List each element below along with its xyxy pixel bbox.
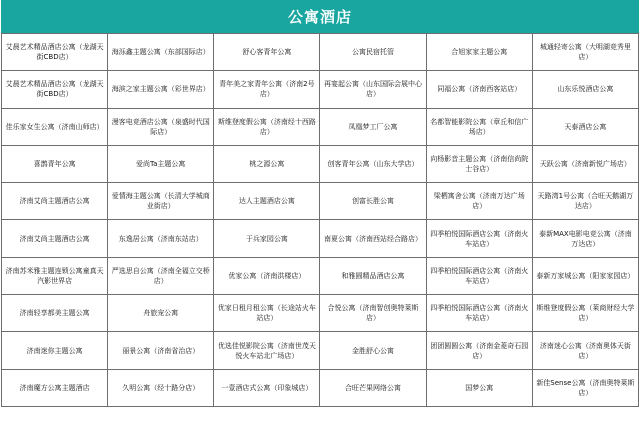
table-cell: 创富长胜公寓 [320, 183, 426, 220]
table-cell: 同福公寓（济南西客站店） [426, 71, 532, 108]
table-cell: 舒心客青年公寓 [214, 34, 320, 71]
table-cell: 喜鹊青年公寓 [2, 145, 108, 182]
table-row [2, 71, 639, 108]
table-cell: 于兵家园公寓 [214, 220, 320, 257]
table-cell: 济南艾尚主题酒店公寓 [2, 220, 108, 257]
table-cell: 金胜舒心公寓 [320, 332, 426, 369]
hotel-apartment-table-container [1, 0, 639, 443]
table-cell: 爱尚Ta主题公寓 [108, 145, 214, 182]
table-row [2, 220, 639, 257]
table-row [2, 183, 639, 220]
table-cell: 海泺鑫主题公寓（东部国际店） [108, 34, 214, 71]
table-cell: 天泰酒店公寓 [532, 108, 638, 145]
table-cell: 四季柏悦国际酒店公寓（济南火车站店） [426, 257, 532, 294]
table-cell: 山东乐悦酒店公寓 [532, 71, 638, 108]
table-cell: 久明公寓（经十路分店） [108, 369, 214, 406]
table-cell: 天路湾1号公寓（合旺天鹅湖万达店） [532, 183, 638, 220]
table-cell: 优家公寓（济南洪楼店） [214, 257, 320, 294]
table-cell: 梁栖寓舍公寓（济南万达广场店） [426, 183, 532, 220]
table-cell: 四季柏悦国际酒店公寓（济南火车站店） [426, 220, 532, 257]
table-cell: 桃之源公寓 [214, 145, 320, 182]
table-cell: 达人主题酒店公寓 [214, 183, 320, 220]
table-cell: 斯维登度假公寓（莱商财经大学店） [532, 295, 638, 332]
table-cell: 艾晨艺术精品酒店公寓（龙湖天街CBD店） [2, 34, 108, 71]
table-cell: 合旺芒果网络公寓 [320, 369, 426, 406]
table-cell: 青年美之家青年公寓（济南2号店） [214, 71, 320, 108]
table-cell: 济南魔方公寓主题酒店 [2, 369, 108, 406]
apartment-grid [1, 33, 639, 407]
table-title: 公寓酒店 [1, 0, 639, 33]
table-cell: 济南迷你主题公寓 [2, 332, 108, 369]
table-row [2, 332, 639, 369]
table-row [2, 295, 639, 332]
table-cell: 创客青年公寓（山东大学店） [320, 145, 426, 182]
table-cell: 合悦公寓（济南智创奥特莱斯店） [320, 295, 426, 332]
table-row [2, 108, 639, 145]
table-cell: 海滨之家主题公寓（彩世界店） [108, 71, 214, 108]
table-cell: 优家日租月租公寓（长途站火车站店） [214, 295, 320, 332]
table-cell: 南夏公寓（济南西站经合路店） [320, 220, 426, 257]
table-cell: 舟旅宠公寓 [108, 295, 214, 332]
table-cell: 严选思自公寓（济南全福立交桥店） [108, 257, 214, 294]
table-cell: 优选佳悦影院公寓（济南世茂天悦火车站北广场店） [214, 332, 320, 369]
table-cell: 天跃公寓（济南新悦广场店） [532, 145, 638, 182]
table-cell: 合旭家家主题公寓 [426, 34, 532, 71]
table-cell: 再宴起公寓（山东国际会展中心店） [320, 71, 426, 108]
table-cell: 佳乐家女生公寓（济南山师店） [2, 108, 108, 145]
table-cell: 一壹酒店式公寓（印象城店） [214, 369, 320, 406]
table-row [2, 145, 639, 182]
table-cell: 团团圆圆公寓（济南金菱奇石园店） [426, 332, 532, 369]
table-cell: 济南苏米雅主题连锁公寓童真天汽影世界店 [2, 257, 108, 294]
table-cell: 漫客电竞酒店公寓（泉盛时代国际店） [108, 108, 214, 145]
table-cell: 丽景公寓（济南省治店） [108, 332, 214, 369]
table-cell: 国梦公寓 [426, 369, 532, 406]
table-cell: 向杨影音主题公寓（济南信尚院士谷店） [426, 145, 532, 182]
table-cell: 泰新万家城公寓（阳家家园店） [532, 257, 638, 294]
table-cell: 凤凰梦工厂公寓 [320, 108, 426, 145]
table-cell: 东逸居公寓（济南东站店） [108, 220, 214, 257]
table-cell: 城通轻寄公寓（大明湖竞秀里店） [532, 34, 638, 71]
table-cell: 泰新MAX电影电竞公寓（济南万达店） [532, 220, 638, 257]
table-cell: 济南迷心公寓（济南奥体天街店） [532, 332, 638, 369]
table-cell: 四季柏悦国际酒店公寓（济南火车站店） [426, 295, 532, 332]
table-cell: 济南轻享都美主题公寓 [2, 295, 108, 332]
table-cell: 爱情海主题公寓（长清大学城商业街店） [108, 183, 214, 220]
table-row [2, 369, 639, 406]
grid-body [2, 34, 639, 407]
table-cell: 新佳Sense公寓（济南奥特莱斯店） [532, 369, 638, 406]
table-cell: 名都智能影院公寓（章丘和信广场店） [426, 108, 532, 145]
table-cell: 斯维登度假公寓（济南经十西路店） [214, 108, 320, 145]
table-cell: 公寓民宿托管 [320, 34, 426, 71]
table-row [2, 34, 639, 71]
table-cell: 济南艾尚主题酒店公寓 [2, 183, 108, 220]
table-cell: 和雅圆精品酒店公寓 [320, 257, 426, 294]
table-row [2, 257, 639, 294]
table-cell: 艾晨艺术精品酒店公寓（龙湖天街CBD店） [2, 71, 108, 108]
